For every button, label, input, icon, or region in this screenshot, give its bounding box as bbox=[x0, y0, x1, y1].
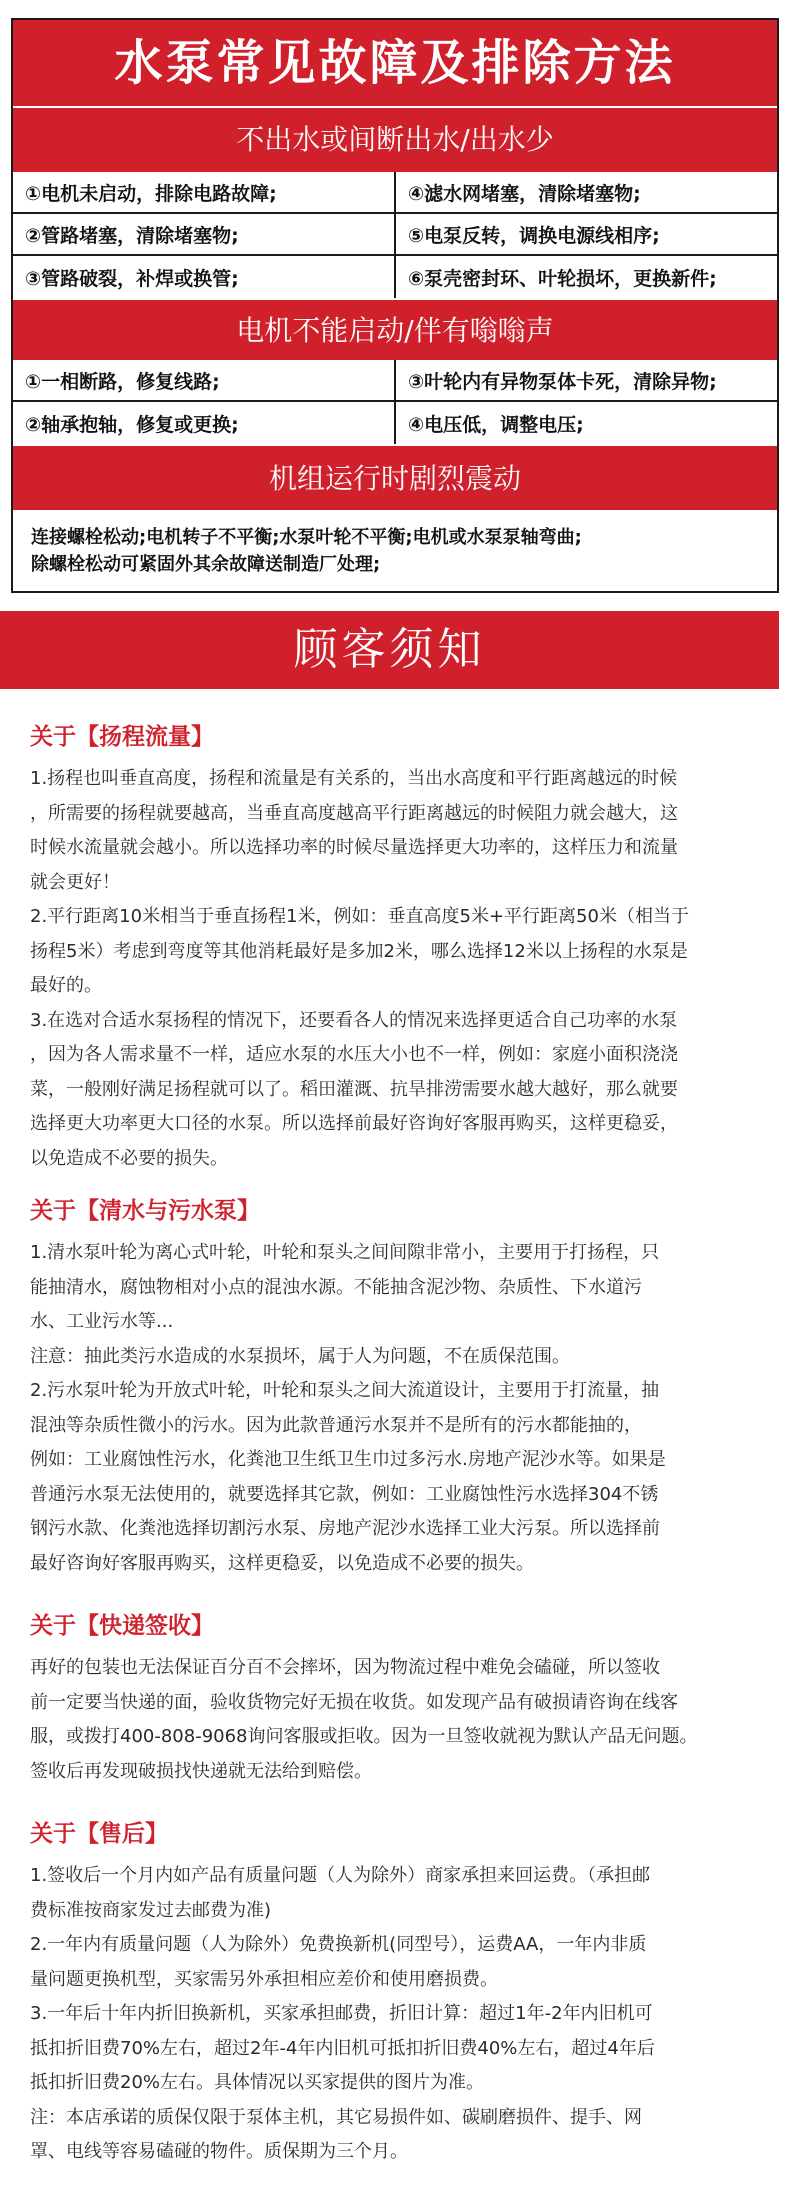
notice-text-line: 抵扣折旧费20%左右。具体情况以买家提供的图片为准。 bbox=[30, 2072, 485, 2093]
notice-text-line: ，所需要的扬程就要越高，当垂直高度越高平行距离越远的时候阻力就会越大，这 bbox=[30, 802, 678, 824]
notice-banner: 顾客须知 bbox=[0, 611, 779, 689]
fault-row bbox=[13, 402, 777, 444]
notice-text-line: 以免造成不必要的损失。 bbox=[30, 1147, 228, 1169]
notice-text-line: 水、工业污水等... bbox=[30, 1311, 174, 1332]
notice-text-line: 抵扣折旧费70%左右，超过2年-4年内旧机可抵扣折旧费40%左右，超过4年后 bbox=[30, 2037, 655, 2059]
fault-cell: ④滤水网堵塞，清除堵塞物; bbox=[408, 182, 641, 205]
notice-section bbox=[30, 1809, 750, 2170]
notice-section-title: 关于【扬程流量】 bbox=[30, 724, 214, 750]
notice-text-line: 1.扬程也叫垂直高度，扬程和流量是有关系的，当出水高度和平行距离越远的时候 bbox=[30, 768, 678, 789]
notice-text-line: 菜，一般刚好满足扬程就可以了。稻田灌溉、抗旱排涝需要水越大越好，那么就要 bbox=[30, 1078, 678, 1100]
section-header-no-water: 不出水或间断出水/出水少 bbox=[13, 106, 777, 172]
notice-text-line: 选择更大功率更大口径的水泵。所以选择前最好咨询好客服再购买，这样更稳妥， bbox=[30, 1113, 678, 1134]
notice-text-line: 签收后再发现破损找快递就无法给到赔偿。 bbox=[30, 1760, 372, 1782]
notice-section bbox=[30, 1601, 750, 1789]
fault-cell: ③叶轮内有异物泵体卡死，清除异物; bbox=[408, 370, 717, 393]
notice-text-line: 3.在选对合适水泵扬程的情况下，还要看各人的情况来选择更适合自己功率的水泵 bbox=[30, 1009, 678, 1031]
notice-text-line: 再好的包装也无法保证百分百不会摔坏，因为物流过程中难免会磕碰，所以签收 bbox=[30, 1657, 660, 1678]
notice-text-line: 最好咨询好客服再购买，这样更稳妥，以免造成不必要的损失。 bbox=[30, 1552, 534, 1574]
fault-row bbox=[13, 360, 777, 402]
notice-text-line: 普通污水泵无法使用的，就要选择其它款，例如：工业腐蚀性污水选择304不锈 bbox=[30, 1483, 659, 1505]
notice-text-line: 时候水流量就会越小。所以选择功率的时候尽量选择更大功率的，这样压力和流量 bbox=[30, 837, 678, 858]
fault-cell: ⑤电泵反转，调换电源线相序; bbox=[408, 224, 660, 247]
notice-text-line: 注意：抽此类污水造成的水泵损坏，属于人为问题，不在质保范围。 bbox=[30, 1345, 570, 1367]
fault-table-title: 水泵常见故障及排除方法 bbox=[13, 20, 777, 106]
vibration-line: 连接螺栓松动;电机转子不平衡;水泵叶轮不平衡;电机或水泵泵轴弯曲; bbox=[31, 527, 582, 548]
notice-text-line: 费标准按商家发过去邮费为准) bbox=[30, 1899, 272, 1921]
notice-text-line: 最好的。 bbox=[30, 975, 102, 996]
fault-row bbox=[13, 214, 777, 256]
notice-text-line: 扬程5米）考虑到弯度等其他消耗最好是多加2米，哪么选择12米以上扬程的水泵是 bbox=[30, 940, 688, 962]
notice-text-line: 3.一年后十年内折旧换新机，买家承担邮费，折旧计算：超过1年-2年内旧机可 bbox=[30, 2003, 653, 2024]
fault-cell: ②管路堵塞，清除堵塞物; bbox=[13, 214, 396, 254]
notice-text-line: 就会更好！ bbox=[30, 871, 120, 893]
notice-text-line: 2.污水泵叶轮为开放式叶轮，叶轮和泵头之间大流道设计，主要用于打流量，抽 bbox=[30, 1380, 660, 1401]
notice-text-line: 注：本店承诺的质保仅限于泵体主机，其它易损件如、碳刷磨损件、提手、网 bbox=[30, 2106, 642, 2128]
notice-text-line: 2.一年内有质量问题（人为除外）免费换新机(同型号），运费AA，一年内非质 bbox=[30, 1934, 647, 1955]
notice-text-line: ，因为各人需求量不一样，适应水泵的水压大小也不一样，例如：家庭小面积浇浇 bbox=[30, 1044, 678, 1065]
fault-cell: ②轴承抱轴，修复或更换; bbox=[13, 402, 396, 444]
fault-cell: ①电机未启动，排除电路故障; bbox=[13, 172, 396, 212]
fault-cell: ⑥泵壳密封环、叶轮损坏，更换新件; bbox=[408, 267, 717, 290]
notice-text-line: 能抽清水，腐蚀物相对小点的混浊水源。不能抽含泥沙物、杂质性、下水道污 bbox=[30, 1276, 642, 1298]
notice-section bbox=[30, 1186, 750, 1581]
vibration-line: 除螺栓松动可紧固外其余故障送制造厂处理; bbox=[31, 554, 381, 575]
notice-section-title: 关于【快递签收】 bbox=[30, 1613, 214, 1639]
fault-cell: ③管路破裂，补焊或换管; bbox=[13, 256, 396, 298]
notice-section-title: 关于【售后】 bbox=[30, 1821, 168, 1847]
notice-text-line: 2.平行距离10米相当于垂直扬程1米，例如：垂直高度5米+平行距离50米（相当于 bbox=[30, 906, 689, 927]
fault-cell: ①一相断路，修复线路; bbox=[13, 360, 396, 400]
notice-text-line: 量问题更换机型，买家需另外承担相应差价和使用磨损费。 bbox=[30, 1968, 498, 1990]
section-header-vibration: 机组运行时剧烈震动 bbox=[13, 444, 777, 510]
notice-section bbox=[30, 712, 750, 1176]
notice-text-line: 1.清水泵叶轮为离心式叶轮，叶轮和泵头之间间隙非常小，主要用于打扬程，只 bbox=[30, 1242, 660, 1263]
notice-text-line: 例如：工业腐蚀性污水，化粪池卫生纸卫生巾过多污水.房地产泥沙水等。如果是 bbox=[30, 1449, 666, 1470]
notice-section-title: 关于【清水与污水泵】 bbox=[30, 1198, 260, 1224]
fault-cell: ④电压低，调整电压; bbox=[408, 413, 584, 436]
fault-row bbox=[13, 256, 777, 298]
notice-content bbox=[30, 712, 750, 2170]
section-header-motor-no-start: 电机不能启动/伴有嗡嗡声 bbox=[13, 298, 777, 360]
notice-text-line: 服，或拨打400-808-9068询问客服或拒收。因为一旦签收就视为默认产品无问题。 bbox=[30, 1726, 698, 1747]
fault-row bbox=[13, 172, 777, 214]
vibration-causes bbox=[13, 510, 777, 578]
notice-text-line: 混浊等杂质性微小的污水。因为此款普通污水泵并不是所有的污水都能抽的， bbox=[30, 1414, 642, 1436]
notice-text-line: 罩、电线等容易磕碰的物件。质保期为三个月。 bbox=[30, 2141, 408, 2162]
notice-text-line: 前一定要当快递的面，验收货物完好无损在收货。如发现产品有破损请咨询在线客 bbox=[30, 1691, 678, 1713]
fault-table bbox=[11, 18, 779, 593]
notice-text-line: 钢污水款、化粪池选择切割污水泵、房地产泥沙水选择工业大污泵。所以选择前 bbox=[30, 1518, 660, 1539]
notice-text-line: 1.签收后一个月内如产品有质量问题（人为除外）商家承担来回运费。（承担邮 bbox=[30, 1865, 651, 1886]
